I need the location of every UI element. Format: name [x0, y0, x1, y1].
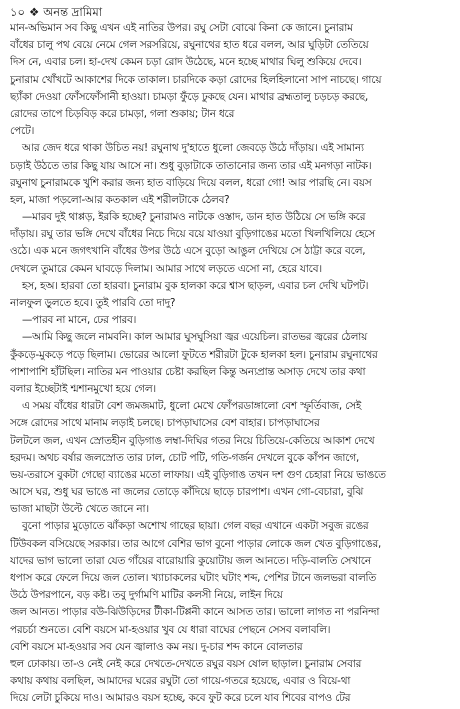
text-line: ভাজা মাছটা উল্টে খেতে জানে না।: [10, 503, 149, 516]
page-number: ১০: [10, 5, 25, 19]
text-line: হস, হঅ। হারবা তো হারবা। চুনারাম বুক হালকা করে শ্বাস ছাড়ল, এবার চল দেখি ঘটপট।: [22, 279, 369, 292]
text-line: মান-অভিমান সব কিছু এখন এই নাতির উপর। রঘু সেটা বোঝে কিনা কে জানে। চুনারাম: [10, 22, 353, 34]
text-line: উঠে উপরপানে, বড় কষ্ট। তবু দুর্গামণি মাটির কলসী নিয়ে, লাইন দিয়ে: [10, 589, 283, 602]
text-line: —মারব দুই থাপ্পড়, ইরকি হচ্ছে? চুনারামও নাটকে ওস্তাদ, ডান হাত উঠিয়ে সে ভঙ্গি করে: [22, 211, 366, 224]
text-line: পরচর্চা শুনতে। বেশি বয়সে মা-হওয়ার খুব যে ধারা বাঘের পেছনে সেসব বলাবলি।: [10, 623, 331, 636]
text-line: এ সময় বাঁধের ধারটা বেশ জমজমাট, ধুলো মেখে ফোঁপরডাঙ্গালো বেশ স্ফূর্তিবাজ, সেই: [22, 400, 362, 413]
text-line: —আমি কিছু জলে নামবনি। কাল আমার ঘুসঘুসিয়া জ্বর এয়েচিল। রাতভর জ্বরের ঠেলায়: [22, 331, 368, 344]
text-line: যাদের ভাগ ভালো তারা যেত গাঁয়ের বারোয়ারি কুয়োটায় জল আনতে। দড়ি-বালতি সেখানে: [10, 554, 371, 567]
text-line: ভয়-তরাসে বুকটা গেছো ব্যাঙের মতো লাফায়। এই বুড়িগাঙ তখন দশ গুণ চেহারা নিয়ে ভাঙতে: [10, 468, 386, 481]
text-line: দাঁড়ায়। রঘু তার ভঙ্গি দেখে বাঁধের নিচে দিয়ে বয়ে যাওয়া বুড়িগাঙের মতো খিলখিলিয়ে হেসে: [10, 228, 375, 241]
text-line: চুনারাম খোঁখটে আকাশের দিকে তাকাল। চারদিকে কড়া রোদের হিলহিলানো সাপ নাচছে। গায়ে: [10, 73, 382, 86]
text-line: কুঁকড়ে-মুকড়ে পড়ে ছিলাম। ভোরের আলো ফুটতে শরীরটা টুকে হালকা হল। চুনারাম রঘুনাথের: [10, 348, 378, 361]
text-line: বেশি বয়সে মা-হওয়ার সব যেন জ্বালাও কম নয়। দু-চার শব্দ কানে বোলতার: [10, 640, 303, 653]
text-line: রোদের তাপে চিড়বিড় করে চামড়া, গলা শুকায়; টান ধরে: [10, 107, 235, 120]
text-line: ছ্যাঁকা দেওয়া ফোঁসফোঁসানী হাওয়া। চামড়া ফুঁড়ে ঢুকছে যেন। মাথার ব্রহ্মতালু চড়চড় করছে,: [10, 90, 369, 103]
text-line: বাঁধের চালু পথ বেয়ে নেমে গেল সরসরিয়ে, রঘুনাথের হাত ধরে বলল, আর ঘুড়িটা তেতিয়ে: [10, 39, 369, 52]
text-line: আসে ঘর, শুধু ঘর ভাঙে না জলের তোড়ে কাঁদিয়ে ছাড়ে চারপাশ। এখন গো-বেচারা, বুঝি: [10, 486, 363, 499]
text-line: বলার ইচ্ছেটাই শ্মশানমুখো হয়ে গেল।: [10, 382, 156, 395]
text-line: হরদম। অথচ বর্ষার জলস্রোত তার ঢাল, চোট পটি, গতি-গর্জন দেখলে বুকে কাঁপন জাগে,: [10, 451, 360, 464]
text-line: দিস নে, এবার চল। হা-দেখ কেমন চড়া রোদ উঠেছে, মনে হচ্ছে মাথার ঘিলু শুকিয়ে দেবে।: [10, 56, 362, 69]
text-line: টিউবকল বসিয়েছে সরকার। তার আগে বেশির ভাগ বুনো পাড়ার লোকে জল খেত বুড়িগাঙের,: [10, 537, 382, 550]
text-line: হল, মাজা পড়লো-আর কতকাল এই শরীলটাকে ঠেলব?: [10, 193, 230, 206]
ornament-separator-icon: ❖: [28, 5, 40, 19]
text-line: সঙ্গে রোদের সাথে মানাম লড়াই চলছে। চাপড়াঘাসের বেশ বাহার। চাপড়াঘাসের: [10, 417, 320, 430]
text-line: দেখলে তুমারে কেমন ঘাবড়ে দিলাম। আমার সাথে লড়তে এসো না, হেরে যাবে।: [10, 262, 322, 275]
text-line: চড়াই উঠতে তার কিছু যায় আসে না। শুধু বুড়াটাকে তাতানোর জন্য তার এই মনগড়া নাটক।: [10, 159, 372, 172]
text-line: কথায় কথায় বলছিল, আমাদের ঘরের রঘুটা তো গায়ে-গতরে হয়েছে, এবার ও বিয়ে-থা: [10, 675, 351, 688]
text-line: জল আনত। পাড়ার বউ-ঝিউড়িদের টীকা-টিপ্পনী কানে আসত তার। ভালো লাগত না পরনিন্দা: [10, 606, 380, 619]
text-line: হুল ঢোকায়। তা-ও নেই নেই করে দেখতে-দেখতে রঘুর বয়স ষোল ছাড়াল। চুনারাম সেবার: [10, 657, 362, 670]
text-line: পাশাপাশি হাঁটছিল। নাতির মন পাওয়ার চেষ্টা করছিল কিন্তু অন্যপ্রান্ত অসাড় দেখে তার কথা: [10, 365, 366, 378]
text-line: ধপাস করে ফেলে দিয়ে জল তোল। খ্যাচাকলের ঘটাং ঘটাং শব্দ, পেশির টানে জলভরা বালতি: [10, 572, 377, 584]
text-line: —পারব না মানে, ঢের পারব।: [22, 314, 137, 327]
text-line: আর জেদ ধরে থাকা উচিত নয়! রঘুনাথ দু'হাতে ধুলো জেবড়ে উঠে দাঁড়ায়। এই সামান্য: [22, 142, 364, 155]
text-line: নালফুল ড়ুলতে হবে। তুই পারবি তো দাদু?: [10, 297, 176, 309]
text-line: রঘুনাথ চুনারামকে খুশি করার জন্য হাত বাড়িয়ে দিয়ে বলল, ধরো গো! আর পারছি নে। বয়স: [10, 176, 372, 189]
text-line: পেটে।: [10, 125, 35, 138]
body-text: [10, 20, 450, 708]
page-header: [10, 5, 450, 19]
text-line: দিয়ে লেটা চুকিয়ে দাও। আমারও বয়স হচ্ছে, কবে ফুট করে চলে যাব শিবের বাপও টের: [10, 692, 351, 705]
text-line: ওঠে। এক মনে জগৎখানি বাঁধের উপর উঠে এসে বুড়ো আঙুল দেখিয়ে সে ঠাট্টা করে বলে,: [10, 245, 366, 258]
text-line: বুনো পাড়ার মুড়োতে ঝাঁকড়া অশোখ গাছের ছায়া। গেল বছর এখানে একটা সবুজ রঙের: [22, 520, 369, 533]
running-title: অনন্ত দ্রামিমা: [43, 5, 103, 19]
text-line: টলটলে জল, এখন স্রোতহীন বুড়িগাঙ লম্বা-দিঘির গতর নিয়ে চিতিয়ে-কেতিয়ে আকাশ দেখে: [10, 434, 375, 447]
